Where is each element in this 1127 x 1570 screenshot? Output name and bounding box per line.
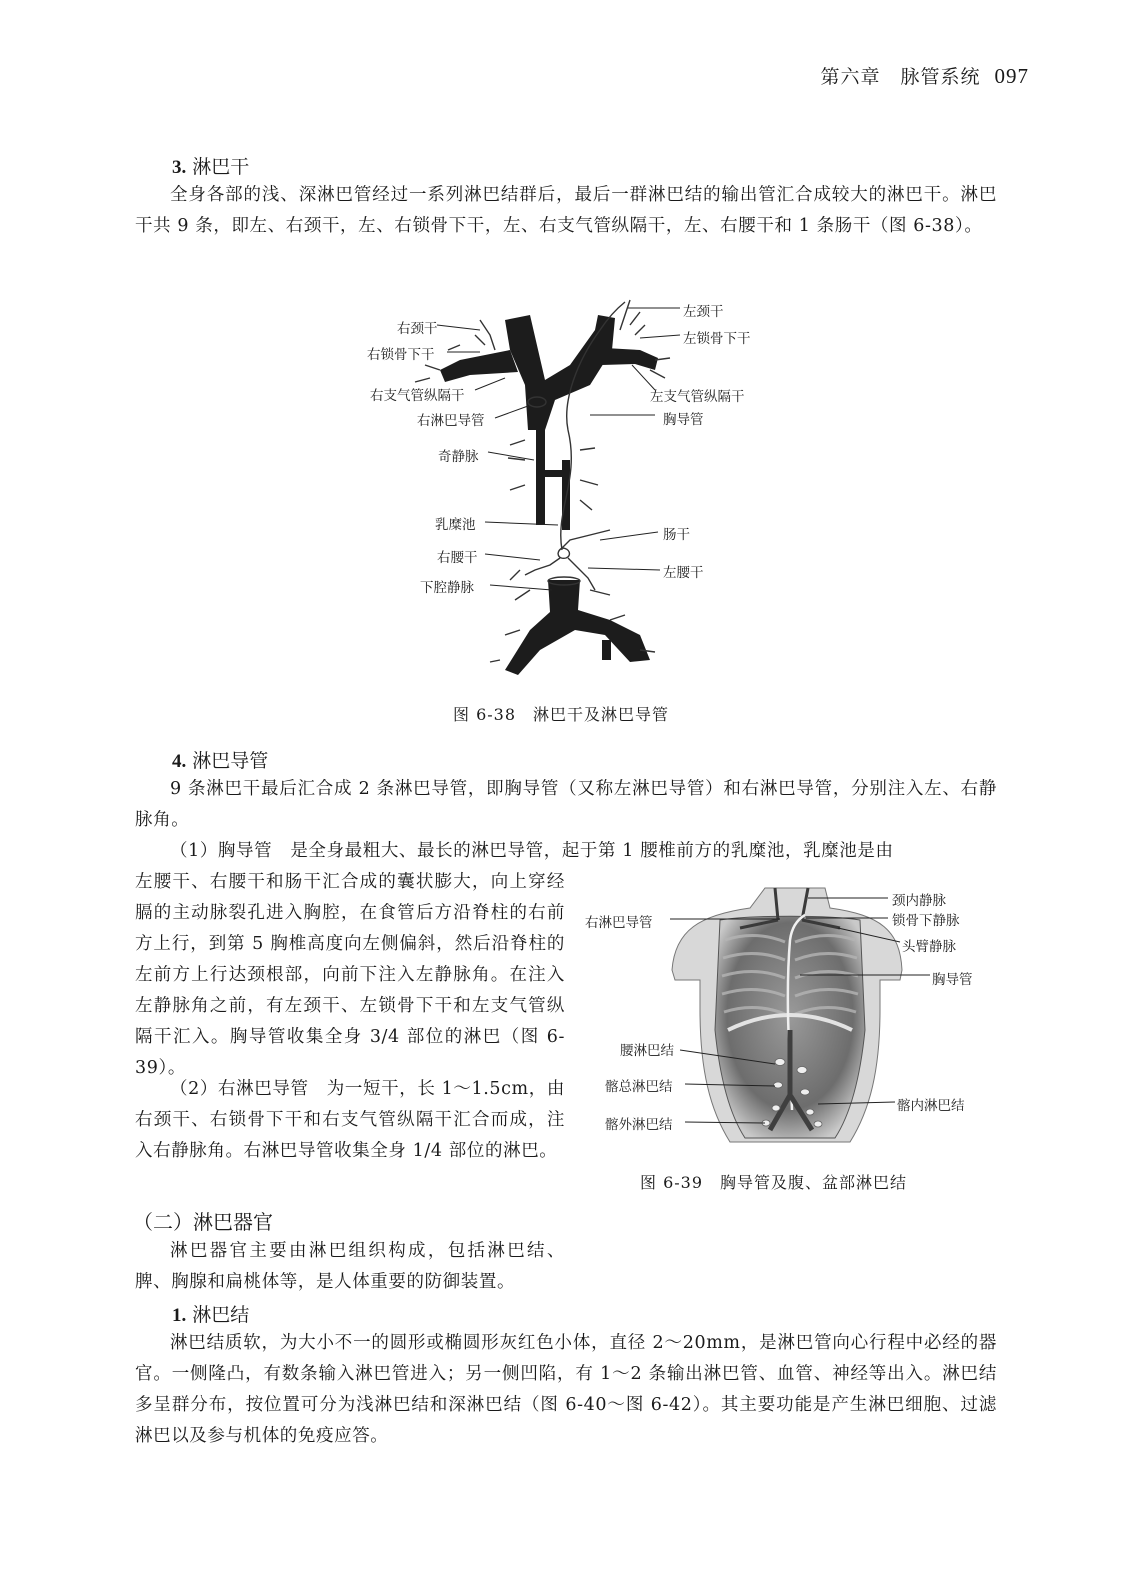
label-left-lumbar-trunk: 左腰干 <box>663 565 704 581</box>
heading-text: 淋巴干 <box>192 156 250 178</box>
label-subclavian-vein: 锁骨下静脉 <box>892 913 960 929</box>
label-right-lymphatic-duct-fig39: 右淋巴导管 <box>585 915 653 931</box>
section-heading-lymphatic-ducts <box>172 746 268 773</box>
heading-number: 4. <box>172 751 187 772</box>
label-azygos-vein: 奇静脉 <box>438 449 479 465</box>
paragraph-right-lymphatic-duct: （2）右淋巴导管 为一短干，长 1～1.5cm，由右颈干、右锁骨下干和右支气管纵隔干汇合而成，注入右静脉角。右淋巴导管收集全身 1/4 部位的淋巴。 <box>135 1079 565 1161</box>
label-internal-jugular-vein: 颈内静脉 <box>892 893 946 909</box>
figure-caption-6-38: 图 6-38 淋巴干及淋巴导管 <box>453 705 670 724</box>
label-intestinal-trunk: 肠干 <box>663 527 690 543</box>
label-left-bronchomediastinal-trunk: 左支气管纵隔干 <box>650 389 745 405</box>
label-thoracic-duct-fig39: 胸导管 <box>932 972 973 988</box>
page-number: 097 <box>994 64 1029 88</box>
heading-number: 3. <box>172 157 187 178</box>
paragraph-lymph-trunk: 全身各部的浅、深淋巴管经过一系列淋巴结群后，最后一群淋巴结的输出管汇合成较大的淋巴干。淋巴干共 9 条，即左、右颈干，左、右锁骨下干，左、右支气管纵隔干，左、右腰干和 1 条肠干（图 6-38）。 <box>135 185 997 236</box>
label-common-iliac-nodes: 髂总淋巴结 <box>605 1079 673 1095</box>
figure-6-38 <box>340 290 780 690</box>
section-heading-lymph-trunk <box>172 152 249 179</box>
section-heading-lymph-nodes <box>172 1300 249 1327</box>
heading-text: 淋巴导管 <box>192 750 269 772</box>
label-inferior-vena-cava: 下腔静脉 <box>420 580 474 596</box>
heading-text: 淋巴结 <box>192 1304 250 1326</box>
label-lumbar-lymph-nodes: 腰淋巴结 <box>620 1043 674 1059</box>
chapter-title: 第六章 脉管系统 <box>820 66 981 88</box>
figure-6-39 <box>580 880 1000 1150</box>
figure-caption-6-39: 图 6-39 胸导管及腹、盆部淋巴结 <box>640 1173 908 1192</box>
label-right-subclavian-trunk: 右锁骨下干 <box>367 347 435 363</box>
label-brachiocephalic-vein: 头臂静脉 <box>902 939 956 955</box>
label-right-jugular-trunk: 右颈干 <box>397 321 438 337</box>
label-cisterna-chyli: 乳糜池 <box>435 517 476 533</box>
paragraph-lymphatic-organs: 淋巴器官主要由淋巴组织构成，包括淋巴结、脾、胸腺和扁桃体等，是人体重要的防御装置。 <box>135 1241 565 1292</box>
label-right-bronchomediastinal-trunk: 右支气管纵隔干 <box>370 388 465 404</box>
paragraph-thoracic-duct-rest: 左腰干、右腰干和肠干汇合成的囊状膨大，向上穿经膈的主动脉裂孔进入胸腔，在食管后方沿脊柱的右前方上行，到第 5 胸椎高度向左侧偏斜，然后沿脊柱的左前方上行达颈根部，向前下注入左静脉角。在注入左静脉角之前，有左颈干、左锁骨下干和左支气管纵隔干汇入。胸导管收集全身 3/4 部位的淋巴（图 6-39）。 <box>135 872 565 1078</box>
label-thoracic-duct: 胸导管 <box>663 412 704 428</box>
paragraph-lymphatic-ducts: 9 条淋巴干最后汇合成 2 条淋巴导管，即胸导管（又称左淋巴导管）和右淋巴导管，分别注入左、右静脉角。 <box>135 779 997 830</box>
label-right-lumbar-trunk: 右腰干 <box>437 550 478 566</box>
running-header <box>820 62 1029 89</box>
label-external-iliac-nodes: 髂外淋巴结 <box>605 1117 673 1133</box>
label-left-subclavian-trunk: 左锁骨下干 <box>683 331 751 347</box>
heading-number: 1. <box>172 1305 187 1326</box>
label-left-jugular-trunk: 左颈干 <box>683 304 724 320</box>
paragraph-lymph-nodes: 淋巴结质软，为大小不一的圆形或椭圆形灰红色小体，直径 2～20mm，是淋巴管向心行程中必经的器官。一侧隆凸，有数条输入淋巴管进入；另一侧凹陷，有 1～2 条输出淋巴管、血管、神经等出入。淋巴结多呈群分布，按位置可分为浅淋巴结和深淋巴结（图 6-40～图 6-42）。其主要功能是产生淋巴细胞、过滤淋巴以及参与机体的免疫应答。 <box>135 1333 997 1446</box>
label-right-lymphatic-duct: 右淋巴导管 <box>417 413 485 429</box>
paragraph-thoracic-duct-line1: （1）胸导管 是全身最粗大、最长的淋巴导管，起于第 1 腰椎前方的乳糜池，乳糜池是由 <box>170 841 894 861</box>
label-internal-iliac-nodes: 髂内淋巴结 <box>897 1098 965 1114</box>
section-heading-lymphatic-organs: （二）淋巴器官 <box>133 1210 273 1234</box>
